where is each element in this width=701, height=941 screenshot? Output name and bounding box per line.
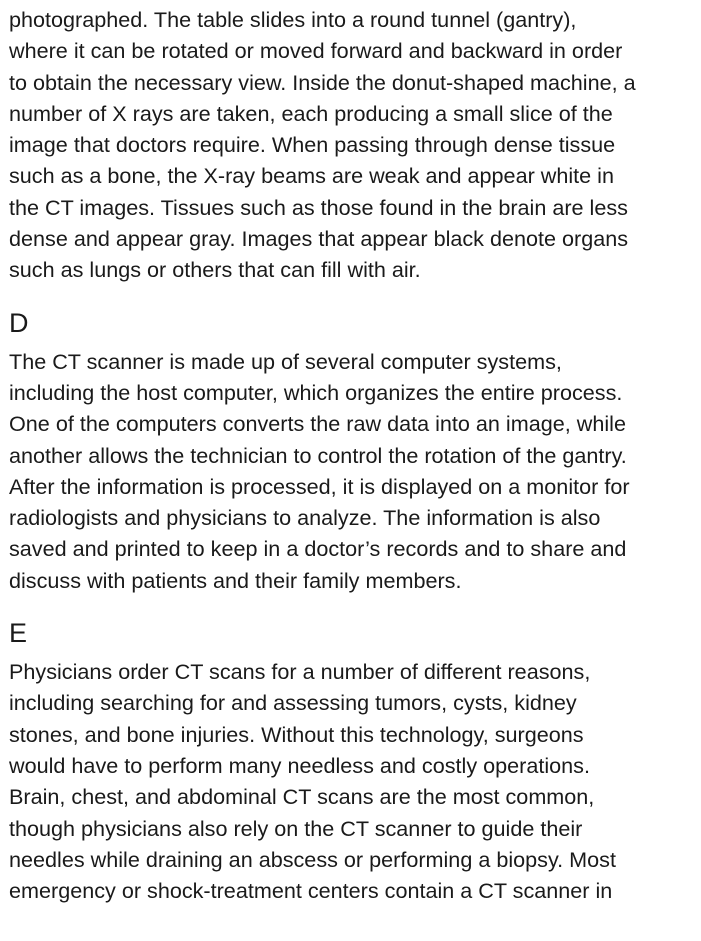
text-line: discuss with patients and their family members. [9, 567, 462, 593]
text-line: saved and printed to keep in a doctor’s records and to share and [9, 536, 627, 562]
paragraph-d [9, 346, 699, 596]
text-line: The CT scanner is made up of several computer systems, [9, 348, 562, 374]
text-line: needles while draining an abscess or performing a biopsy. Most [9, 846, 616, 872]
section-heading-d: D [9, 307, 29, 338]
text-line: stones, and bone injuries. Without this technology, surgeons [9, 721, 584, 747]
text-line: though physicians also rely on the CT scanner to guide their [9, 815, 583, 841]
text-line: such as a bone, the X-ray beams are weak and appear white in [9, 163, 614, 189]
text-line: radiologists and physicians to analyze. The information is also [9, 505, 601, 531]
text-line: where it can be rotated or moved forward and backward in order [9, 38, 623, 64]
text-line: dense and appear gray. Images that appear black denote organs [9, 226, 629, 252]
text-line: to obtain the necessary view. Inside the donut-shaped machine, a [9, 69, 636, 95]
text-line: would have to perform many needless and costly operations. [9, 752, 590, 778]
text-line: After the information is processed, it is displayed on a monitor for [9, 473, 630, 499]
text-line: Physicians order CT scans for a number of different reasons, [9, 659, 591, 685]
text-line: emergency or shock-treatment centers contain a CT scanner in [9, 878, 613, 904]
paragraph-e [9, 656, 699, 906]
text-line: One of the computers converts the raw data into an image, while [9, 411, 626, 437]
document-body [9, 4, 699, 906]
text-line: including the host computer, which organizes the entire process. [9, 379, 623, 405]
text-line: Brain, chest, and abdominal CT scans are the most common, [9, 784, 595, 810]
text-line: such as lungs or others that can fill with air. [9, 257, 421, 283]
text-line: image that doctors require. When passing through dense tissue [9, 132, 616, 158]
text-line: the CT images. Tissues such as those found in the brain are less [9, 194, 628, 220]
text-line: number of X rays are taken, each producing a small slice of the [9, 100, 613, 126]
text-line: another allows the technician to control the rotation of the gantry. [9, 442, 627, 468]
text-line: including searching for and assessing tumors, cysts, kidney [9, 690, 577, 716]
text-line: photographed. The table slides into a round tunnel (gantry), [9, 7, 577, 32]
paragraph-c [9, 4, 699, 286]
section-heading-e: E [9, 618, 28, 649]
